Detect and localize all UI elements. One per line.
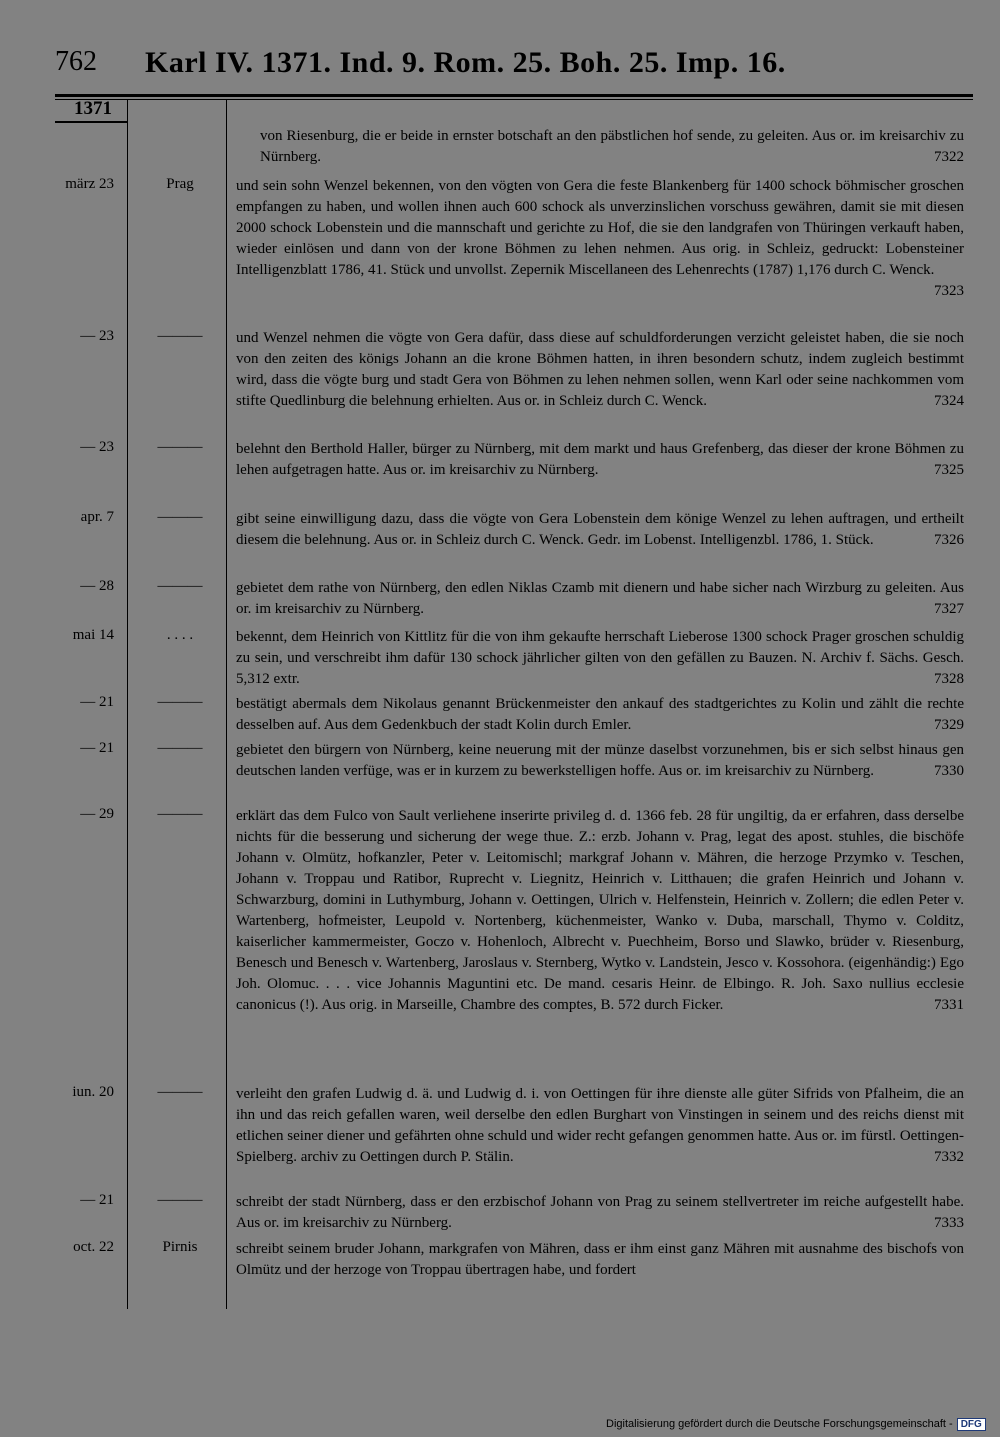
- page-header: [55, 46, 885, 86]
- entry-text-block: [236, 1192, 964, 1234]
- entry-date: — 28: [80, 578, 114, 594]
- entry-date: — 21: [80, 694, 114, 710]
- entry-text: verleiht den grafen Ludwig d. ä. und Ludwig d. i. von Oettingen für ihre dienste alle güter Sifrids von Pfalheim, die an ihn und das reich gefallen waren, weil derselbe den edlen Burghart von Vinstingen in seinem und des reichs dienst mit etlichen seiner diener und gefährten ohne schuld und wider recht gefangen genommen hatte. Aus or. im fürstl. Oettingen-Spielberg. archiv zu Oettingen durch P. Stälin.: [236, 1086, 964, 1165]
- entry-text-block: [236, 176, 964, 302]
- entry-text: gebietet den bürgern von Nürnberg, keine neuerung mit der münze daselbst vorzunehmen, bis er sich selbst hinaus gen deutschen landen verfüge, was er in kurzem zu bewerkstelligen hoffe. Aus or. im kreisarchiv zu Nürnberg.: [236, 742, 964, 779]
- entry-text: von Riesenburg, die er beide in ernster botschaft an den päbstlichen hof sende, zu geleiten. Aus or. im kreisarchiv zu Nürnberg.: [260, 128, 964, 165]
- entry-date: apr. 7: [80, 509, 114, 525]
- entry-place: ———: [157, 578, 203, 594]
- entry-place: ———: [157, 694, 203, 710]
- entry-place: Pirnis: [162, 1239, 198, 1255]
- entry-date: — 21: [80, 740, 114, 756]
- entry-text-block: [236, 126, 964, 168]
- entry-text-block: [236, 694, 964, 736]
- entry-text: schreibt seinem bruder Johann, markgrafen von Mähren, dass er ihm einst ganz Mähren mit ausnahme des bischofs von Olmütz und der herzoge von Troppau übertragen habe, und fordert: [236, 1241, 964, 1278]
- entry-date: mai 14: [72, 627, 114, 643]
- entry-date: — 23: [80, 439, 114, 455]
- entry-text: bestätigt abermals dem Nikolaus genannt Brückenmeister den ankauf des stadtgerichtes zu Kolin und zählt die rechte desselben auf. Aus dem Gedenkbuch der stadt Kolin durch Emler.: [236, 696, 964, 733]
- entry-text-block: [236, 806, 964, 1016]
- entry-text-block: [236, 740, 964, 782]
- entry-number: 7328: [934, 671, 964, 687]
- entry-number: 7326: [934, 532, 964, 548]
- entry-text: bekennt, dem Heinrich von Kittlitz für die von ihm gekaufte herrschaft Lieberose 1300 schock Prager groschen schuldig zu sein, und verschreibt ihm dafür 130 schock jährlicher gilten von den gefällen zu Bauzen. N. Archiv f. Sächs. Gesch. 5,312 extr.: [236, 629, 964, 687]
- header-rule-thick: [55, 94, 973, 97]
- entry-number: 7333: [934, 1215, 964, 1231]
- page-number: 762: [55, 46, 97, 77]
- column-rule-date: [127, 99, 128, 1309]
- entry-number: 7332: [934, 1149, 964, 1165]
- entry-text-block: [236, 509, 964, 551]
- entry-text: und Wenzel nehmen die vögte von Gera dafür, dass diese auf schuldforderungen verzicht geleistet haben, die sie noch von den zeiten des königs Johann an die krone Böhmen hatten, in ihren besondern schutz, indem zugleich bestimmt wird, dass die vögte burg und stadt Gera von Böhmen zu lehen nehmen sollen, wenn Karl oder seine nachkommen vom stifte Quedlinburg die belehnung erhielten. Aus or. in Schleiz durch C. Wenck.: [236, 330, 964, 409]
- header-rule-thin: [55, 99, 973, 100]
- entry-place: ———: [157, 328, 203, 344]
- entry-number: 7324: [934, 393, 964, 409]
- entry-place: ———: [157, 439, 203, 455]
- entry-text-block: [236, 627, 964, 690]
- entry-place: ———: [157, 740, 203, 756]
- entry-date: märz 23: [65, 176, 114, 192]
- entry-number: 7327: [934, 601, 964, 617]
- year-heading: 1371: [74, 98, 112, 119]
- entry-place: ———: [157, 1084, 203, 1100]
- entry-date: — 29: [80, 806, 114, 822]
- footer-text: Digitalisierung gefördert durch die Deutsche Forschungsgemeinschaft -: [606, 1418, 953, 1430]
- dfg-logo: DFG: [957, 1418, 986, 1431]
- running-title: Karl IV. 1371. Ind. 9. Rom. 25. Boh. 25. Imp. 16.: [145, 46, 786, 79]
- entry-place: Prag: [166, 176, 194, 192]
- footer-credit: [606, 1418, 986, 1431]
- entry-text: gebietet dem rathe von Nürnberg, den edlen Niklas Czamb mit dienern und habe sicher nach Wirzburg zu geleiten. Aus or. im kreisarchiv zu Nürnberg.: [236, 580, 964, 617]
- entry-place: ———: [157, 1192, 203, 1208]
- entry-number: 7322: [934, 149, 964, 165]
- entry-text-block: [236, 328, 964, 412]
- entry-text: belehnt den Berthold Haller, bürger zu Nürnberg, mit dem markt und haus Grefenberg, das dieser der krone Böhmen zu lehen aufgetragen hatte. Aus or. im kreisarchiv zu Nürnberg.: [236, 441, 964, 478]
- entry-text: schreibt der stadt Nürnberg, dass er den erzbischof Johann von Prag zu seinem stellvertreter im reiche aufgestellt habe. Aus or. im kreisarchiv zu Nürnberg.: [236, 1194, 964, 1231]
- year-underline: [55, 121, 127, 123]
- entry-number: 7325: [934, 462, 964, 478]
- entry-number: 7329: [934, 717, 964, 733]
- entry-number: 7323: [934, 283, 964, 299]
- column-rule-place: [226, 99, 227, 1309]
- entry-text: gibt seine einwilligung dazu, dass die vögte von Gera Lobenstein dem könige Wenzel zu lehen auftragen, und ertheilt diesem die belehnung. Aus or. in Schleiz durch C. Wenck. Gedr. im Lobenst. Intelligenzbl. 1786, 1. Stück.: [236, 511, 964, 548]
- entry-place: . . . .: [166, 627, 194, 643]
- entry-place: ———: [157, 509, 203, 525]
- entry-text-block: [236, 439, 964, 481]
- entry-text: und sein sohn Wenzel bekennen, von den vögten von Gera die feste Blankenberg für 1400 schock böhmischer groschen empfangen zu haben, und wollen ihnen auch 600 schock als unverzinslichen vorschuss gewähren, damit sie mit diesen 2000 schock Lobenstein und die mannschaft und gerichte zu Hof, die sie den landgrafen von Thüringen verkauft haben, wieder einlösen und dann von der krone Böhmen zu lehen nehmen. Aus orig. in Schleiz, gedruckt: Lobensteiner Intelligenzblatt 1786, 41. Stück und unvollst. Zepernik Miscellaneen des Lehenrechts (1787) 1,176 durch C. Wenck.: [236, 178, 964, 278]
- entry-text-block: [236, 578, 964, 620]
- entry-date: oct. 22: [73, 1239, 114, 1255]
- entry-text-block: [236, 1084, 964, 1168]
- entry-date: — 23: [80, 328, 114, 344]
- entry-place: ———: [157, 806, 203, 822]
- entry-text: erklärt das dem Fulco von Sault verliehene inserirte privileg d. d. 1366 feb. 28 für ungiltig, da er erfahren, dass derselbe nichts für die besserung und sicherung der wege thue. Z.: erzb. Johann v. Prag, legat des apost. stuhles, die bischöfe Johann v. Olmütz, hofkanzler, Peter v. Leitomischl; markgraf Johann v. Mähren, die herzoge Przymko v. Teschen, Johann v. Troppau und Ratibor, Ruprecht v. Liegnitz, Heinrich v. Litthauen; die grafen Heinrich und Johann v. Schwarzburg, domini in Luthymburg, Johann v. Oettingen, Ulrich v. Helfenstein, Heinrich v. Zollern; die edlen Peter v. Wartenberg, hofmeister, Leupold v. Nortenberg, küchenmeister, Wanko v. Duba, marschall, Thymo v. Colditz, kaiserlicher kammermeister, Goczo v. Hohenloch, Albrecht v. Puechheim, Borso und Slawko, brüder v. Riesenburg, Benesch und Benesch v. Wartenberg, Jaroslaus v. Sternberg, Wytko v. Landstein, Jesco v. Kossohora. (eigenhändig:) Ego Joh. Olomuc. . . . vice Johannis Maguntini etc. De mand. cesaris Heinr. de Elbingo. R. Joh. Saxo nullius ecclesie canonicus (!). Aus orig. in Marseille, Chambre des comptes, B. 572 durch Ficker.: [236, 808, 964, 1013]
- entry-text-block: [236, 1239, 964, 1281]
- entry-number: 7331: [934, 997, 964, 1013]
- entry-date: iun. 20: [72, 1084, 114, 1100]
- entry-number: 7330: [934, 763, 964, 779]
- entry-date: — 21: [80, 1192, 114, 1208]
